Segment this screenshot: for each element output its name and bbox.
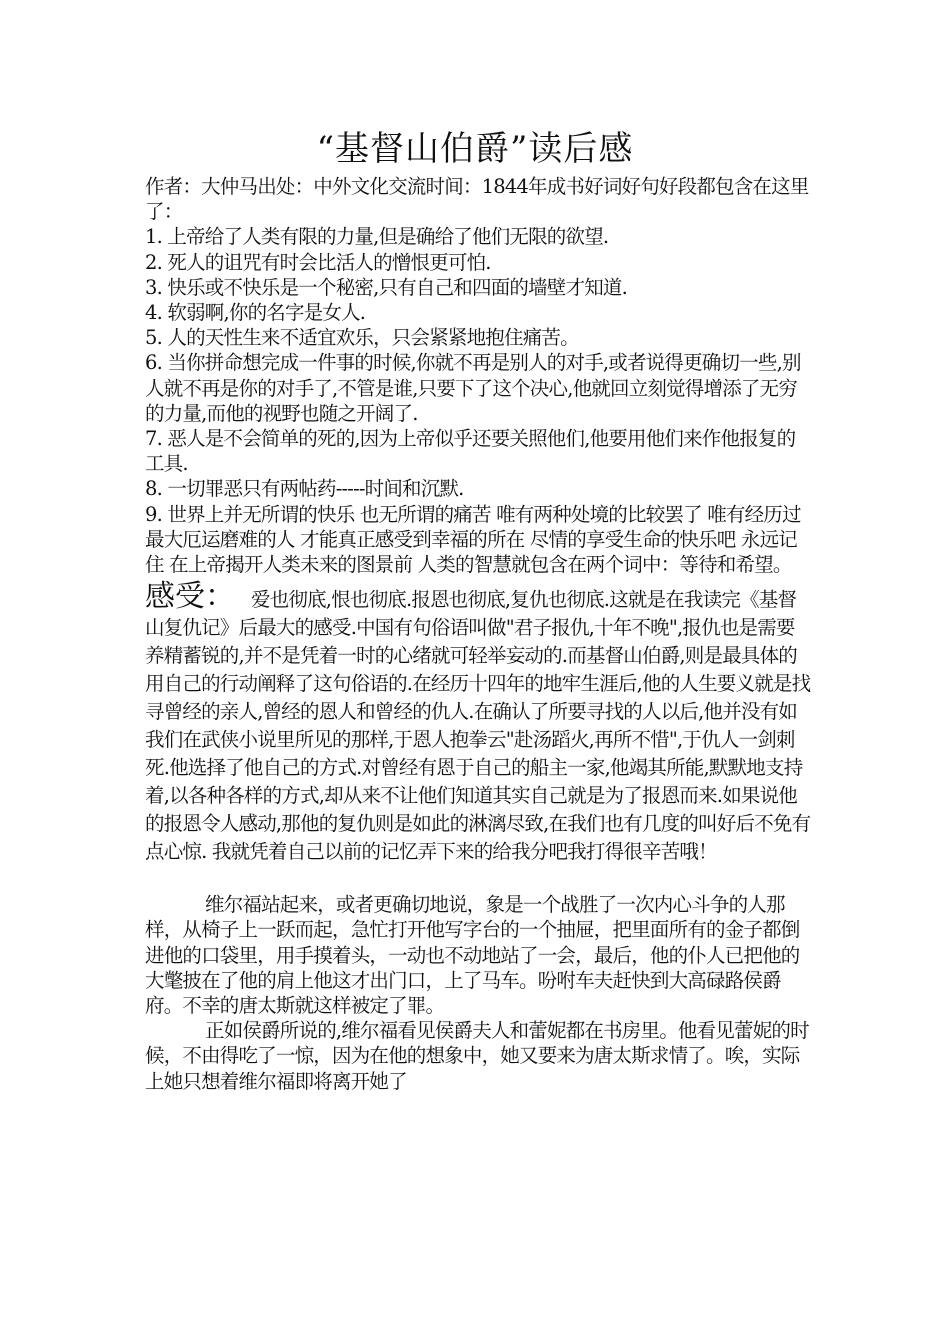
- quote-item-6: 6. 当你拼命想完成一件事的时候,你就不再是别人的对手,或者说得更确切一些,别人就不再是你的对手了,不管是谁,只要下了这个决心,他就回立刻觉得增添了无穷的力量,而他的视野也随之开阔了.: [145, 351, 801, 425]
- quote-item-4: 4. 软弱啊,你的名字是女人.: [145, 301, 366, 325]
- quote-item-1: 1. 上帝给了人类有限的力量,但是确给了他们无限的欲望.: [145, 225, 609, 249]
- spacer: [145, 866, 813, 892]
- story-paragraph-1: 维尔福站起来，或者更确切地说，象是一个战胜了一次内心斗争的人那样，从椅子上一跃而起，急忙打开他写字台的一个抽屉，把里面所有的金子都倒进他的口袋里，用手摸着头，一动也不动地站了一会，最后，他的仆人已把他的大氅披在了他的肩上他这才出门口，上了马车。吩咐车夫赶快到大高碌路侯爵府。不幸的唐太斯就这样被定了罪。: [145, 893, 800, 1018]
- intro-line: 作者：大仲马出处：中外文化交流时间：1844年成书好词好句好段都包含在这里了：: [145, 175, 809, 224]
- quote-item-5: 5. 人的天性生来不适宜欢乐，只会紧紧地抱住痛苦。: [145, 326, 579, 350]
- document-body: [145, 174, 813, 1094]
- quote-item-7: 7. 恶人是不会简单的死的,因为上帝似乎还要关照他们,他要用他们来作他报复的工具.: [145, 427, 796, 476]
- quote-item-9: 9. 世界上并无所谓的快乐 也无所谓的痛苦 唯有两种处境的比较罢了 唯有经历过最大厄运磨难的人 才能真正感受到幸福的所在 尽情的享受生命的快乐吧 永远记住 在上帝揭开人类未来的图景前 人类的智慧就包含在两个词中：等待和希望。: [145, 502, 801, 577]
- story-paragraph-2: 正如侯爵所说的,维尔福看见侯爵夫人和蕾妮都在书房里。他看见蕾妮的时候，不由得吃了一惊，因为在他的想象中，她又要来为唐太斯求情了。唉，实际上她只想着维尔福即将离开她了: [145, 1019, 809, 1093]
- feeling-text: 爱也彻底,恨也彻底.报恩也彻底,复仇也彻底.这就是在我读完《基督山复仇记》后最大的感受.中国有句俗语叫做"君子报仇,十年不晚",报仇也是需要养精蓄锐的,并不是凭着一时的心绪就可轻举妄动的.而基督山伯爵,则是最具体的用自己的行动阐释了这句俗语的.在经历十四年的地牢生涯后,他的人生要义就是找寻曾经的亲人,曾经的恩人和曾经的仇人.在确认了所要寻找的人以后,他并没有如我们在武侠小说里所见的那样,于恩人抱拳云"赴汤蹈火,再所不惜",于仇人一剑刺死.他选择了他自己的方式.对曾经有恩于自己的船主一家,他竭其所能,默默地支持着,以各种各样的方式,却从来不让他们知道其实自己就是为了报恩而来.如果说他的报恩令人感动,那他的复仇则是如此的淋漓尽致,在我们也有几度的叫好后不免有点心惊. 我就凭着自己以前的记忆弄下来的给我分吧我打得很辛苦哦！: [145, 588, 811, 864]
- quote-item-8: 8. 一切罪恶只有两帖药-----时间和沉默.: [145, 477, 464, 501]
- page-title: “基督山伯爵”读后感: [316, 129, 634, 169]
- quote-item-3: 3. 快乐或不快乐是一个秘密,只有自己和四面的墙壁才知道.: [145, 275, 628, 299]
- feeling-paragraph: [145, 579, 813, 866]
- feeling-heading: 感受：: [145, 579, 235, 615]
- quote-item-2: 2. 死人的诅咒有时会比活人的憎恨更可怕.: [145, 250, 491, 274]
